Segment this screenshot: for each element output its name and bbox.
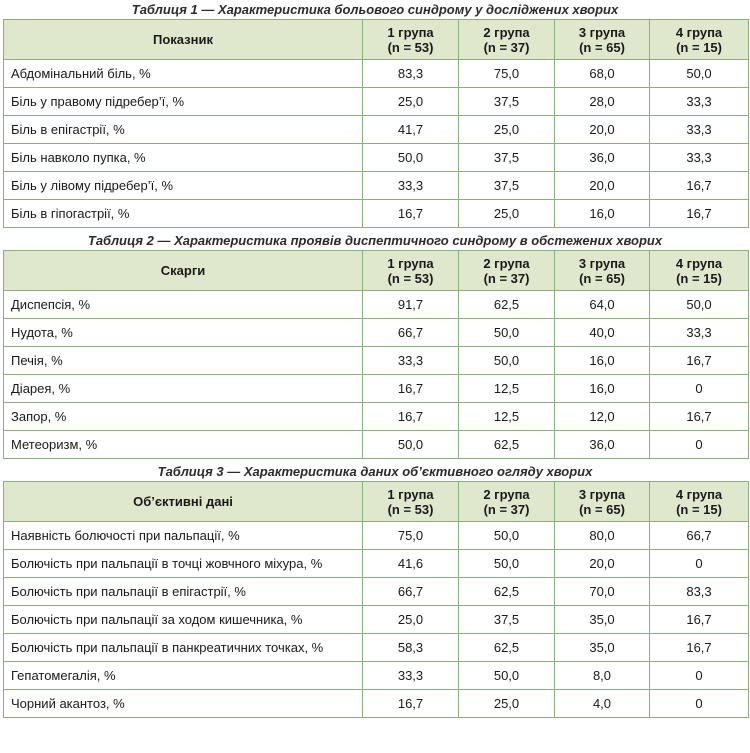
row-label: Біль в гіпогастрії, % [4, 200, 363, 228]
table-header-row [4, 20, 749, 60]
cell-value: 33,3 [650, 319, 749, 347]
cell-value: 0 [650, 550, 749, 578]
cell-value: 80,0 [555, 522, 650, 550]
table-row [4, 550, 749, 578]
table-3-caption: Таблиця 3 — Характеристика даних об’єктивного огляду хворих [157, 464, 593, 479]
cell-value: 0 [650, 662, 749, 690]
row-label: Наявність болючості при пальпації, % [4, 522, 363, 550]
table-row [4, 144, 749, 172]
cell-value: 37,5 [459, 88, 555, 116]
cell-value: 70,0 [555, 578, 650, 606]
cell-value: 16,7 [650, 606, 749, 634]
table-row [4, 403, 749, 431]
cell-value: 50,0 [650, 60, 749, 88]
cell-value: 41,6 [363, 550, 459, 578]
cell-value: 50,0 [459, 522, 555, 550]
cell-value: 16,0 [555, 200, 650, 228]
cell-value: 35,0 [555, 606, 650, 634]
cell-value: 33,3 [650, 88, 749, 116]
cell-value: 0 [650, 431, 749, 459]
cell-value: 62,5 [459, 634, 555, 662]
cell-value: 33,3 [363, 172, 459, 200]
cell-value: 91,7 [363, 291, 459, 319]
cell-value: 50,0 [650, 291, 749, 319]
column-header-group-2: 2 група (n = 37) [459, 482, 555, 522]
table-row [4, 172, 749, 200]
cell-value: 33,3 [363, 662, 459, 690]
row-label: Нудота, % [4, 319, 363, 347]
cell-value: 40,0 [555, 319, 650, 347]
column-header-group-3: 3 група (n = 65) [555, 20, 650, 60]
cell-value: 16,7 [363, 403, 459, 431]
cell-value: 37,5 [459, 172, 555, 200]
row-label: Біль у лівому підребер’ї, % [4, 172, 363, 200]
table-row [4, 634, 749, 662]
row-label: Діарея, % [4, 375, 363, 403]
cell-value: 66,7 [363, 319, 459, 347]
row-label: Чорний акантоз, % [4, 690, 363, 718]
cell-value: 16,0 [555, 375, 650, 403]
cell-value: 33,3 [363, 347, 459, 375]
table-row [4, 200, 749, 228]
cell-value: 20,0 [555, 172, 650, 200]
cell-value: 12,5 [459, 375, 555, 403]
cell-value: 83,3 [650, 578, 749, 606]
row-label: Болючість при пальпації за ходом кишечника, % [4, 606, 363, 634]
column-header-complaints: Скарги [4, 251, 363, 291]
cell-value: 16,7 [363, 200, 459, 228]
cell-value: 0 [650, 375, 749, 403]
cell-value: 50,0 [459, 319, 555, 347]
cell-value: 50,0 [459, 550, 555, 578]
row-label: Печія, % [4, 347, 363, 375]
row-label: Запор, % [4, 403, 363, 431]
cell-value: 25,0 [459, 200, 555, 228]
cell-value: 16,7 [650, 200, 749, 228]
column-header-group-4: 4 група (n = 15) [650, 251, 749, 291]
column-header-group-1: 1 група (n = 53) [363, 20, 459, 60]
column-header-group-3: 3 група (n = 65) [555, 482, 650, 522]
table-1 [3, 19, 749, 228]
table-row [4, 60, 749, 88]
table-row [4, 291, 749, 319]
table-row [4, 662, 749, 690]
table-row [4, 522, 749, 550]
cell-value: 16,7 [363, 690, 459, 718]
cell-value: 75,0 [363, 522, 459, 550]
column-header-indicator: Показник [4, 20, 363, 60]
cell-value: 37,5 [459, 144, 555, 172]
column-header-group-3: 3 група (n = 65) [555, 251, 650, 291]
cell-value: 37,5 [459, 606, 555, 634]
table-row [4, 116, 749, 144]
cell-value: 8,0 [555, 662, 650, 690]
cell-value: 12,0 [555, 403, 650, 431]
table-3 [3, 481, 749, 718]
cell-value: 25,0 [363, 88, 459, 116]
cell-value: 58,3 [363, 634, 459, 662]
table-row [4, 88, 749, 116]
cell-value: 36,0 [555, 144, 650, 172]
table-row [4, 606, 749, 634]
cell-value: 50,0 [459, 662, 555, 690]
cell-value: 4,0 [555, 690, 650, 718]
cell-value: 16,7 [363, 375, 459, 403]
column-header-group-2: 2 група (n = 37) [459, 20, 555, 60]
cell-value: 16,7 [650, 347, 749, 375]
cell-value: 16,7 [650, 403, 749, 431]
table-header-row [4, 251, 749, 291]
table-row [4, 690, 749, 718]
row-label: Болючість при пальпації в точці жовчного міхура, % [4, 550, 363, 578]
column-header-group-1: 1 група (n = 53) [363, 251, 459, 291]
table-header-row [4, 482, 749, 522]
cell-value: 62,5 [459, 578, 555, 606]
cell-value: 50,0 [363, 144, 459, 172]
table-row [4, 375, 749, 403]
row-label: Біль у правому підребер’ї, % [4, 88, 363, 116]
cell-value: 20,0 [555, 116, 650, 144]
cell-value: 16,7 [650, 172, 749, 200]
table-row [4, 347, 749, 375]
cell-value: 28,0 [555, 88, 650, 116]
column-header-group-4: 4 група (n = 15) [650, 482, 749, 522]
cell-value: 16,0 [555, 347, 650, 375]
table-row [4, 319, 749, 347]
cell-value: 66,7 [363, 578, 459, 606]
row-label: Біль навколо пупка, % [4, 144, 363, 172]
table-1-caption: Таблиця 1 — Характеристика больового синдрому у досліджених хворих [131, 2, 619, 17]
column-header-objective-data: Об’єктивні дані [4, 482, 363, 522]
table-2-caption: Таблиця 2 — Характеристика проявів диспептичного синдрому в обстежених хворих [87, 233, 663, 248]
cell-value: 25,0 [459, 116, 555, 144]
cell-value: 36,0 [555, 431, 650, 459]
cell-value: 33,3 [650, 116, 749, 144]
cell-value: 16,7 [650, 634, 749, 662]
table-row [4, 431, 749, 459]
cell-value: 62,5 [459, 431, 555, 459]
table-2 [3, 250, 749, 459]
cell-value: 35,0 [555, 634, 650, 662]
row-label: Болючість при пальпації в епігастрії, % [4, 578, 363, 606]
cell-value: 0 [650, 690, 749, 718]
cell-value: 25,0 [363, 606, 459, 634]
column-header-group-2: 2 група (n = 37) [459, 251, 555, 291]
cell-value: 12,5 [459, 403, 555, 431]
row-label: Біль в епігастрії, % [4, 116, 363, 144]
cell-value: 83,3 [363, 60, 459, 88]
row-label: Болючість при пальпації в панкреатичних точках, % [4, 634, 363, 662]
column-header-group-1: 1 група (n = 53) [363, 482, 459, 522]
row-label: Абдомінальний біль, % [4, 60, 363, 88]
column-header-group-4: 4 група (n = 15) [650, 20, 749, 60]
cell-value: 68,0 [555, 60, 650, 88]
cell-value: 25,0 [459, 690, 555, 718]
cell-value: 33,3 [650, 144, 749, 172]
row-label: Гепатомегалія, % [4, 662, 363, 690]
cell-value: 64,0 [555, 291, 650, 319]
cell-value: 50,0 [363, 431, 459, 459]
row-label: Метеоризм, % [4, 431, 363, 459]
cell-value: 50,0 [459, 347, 555, 375]
cell-value: 75,0 [459, 60, 555, 88]
row-label: Диспепсія, % [4, 291, 363, 319]
cell-value: 20,0 [555, 550, 650, 578]
cell-value: 66,7 [650, 522, 749, 550]
cell-value: 62,5 [459, 291, 555, 319]
cell-value: 41,7 [363, 116, 459, 144]
table-row [4, 578, 749, 606]
